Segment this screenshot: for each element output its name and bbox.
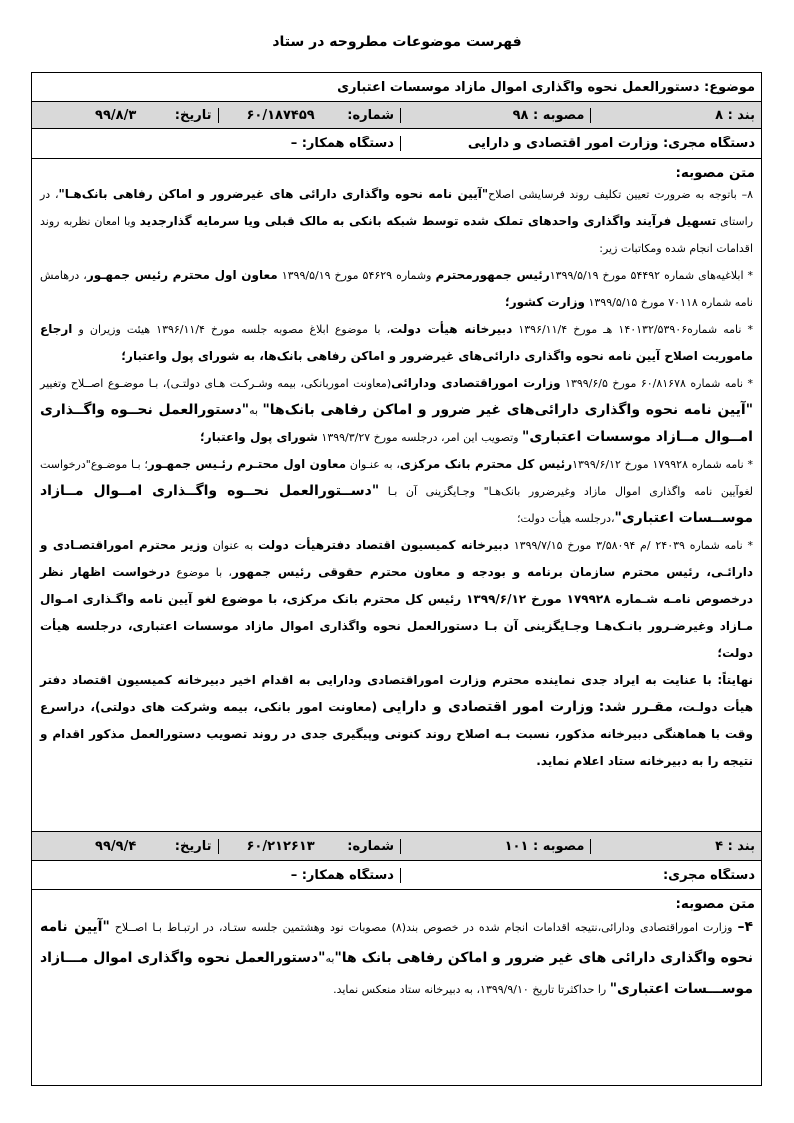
item2-letter-number-label: شماره: [347,838,394,854]
item2-meta-row [32,831,761,861]
commission-text: * نامه شماره ۲۴۰۳۹ /م ۳/۵۸۰۹۴ مورخ ۱۳۹۹/۷/۱۵ [513,539,754,552]
item1-agency-row [32,129,761,159]
intro-purpose: تسهیل فرآیند واگذاری واحدهای تملک شده توسط شبکه بانکی به مالک قبلی ویا سرمایه گذارجدید [139,214,717,228]
letter-number [219,108,402,123]
intro-text: ۸– باتوجه به ضرورت تعیین تکلیف روند فرسایشی اصلاح [488,188,754,201]
item2-agency-row [32,861,761,890]
item1-resolution-body [32,181,761,775]
item1-paragraph-secretariat [40,316,753,370]
item2-regulation-title: "آیین نامه نحوه واگذاری دارائی های غیر ضرور و اماکن رفاهی بانک ها" [40,919,753,966]
conclusion-resolved: مقـرر شد: [598,699,673,715]
secretariat-text-2: ، با موضوع ابلاغ مصوبه جلسه مورخ ۱۳۹۶/۱۱/۴ هیئت وزیران و [78,323,391,336]
item1-paragraph-economy-letter [40,370,753,451]
letter-date [32,108,218,123]
commission-secretariat: دبیرخانه کمیسیون اقتصاد دفترهیأت دولت [257,538,509,552]
money-credit-council: شورای پول واعتبار؛ [199,430,318,444]
subject-row [32,73,761,102]
commission-recipients: وزیر محترم اموراقتصـادی و دارائـی، رئیس محترم سازمان برنامه و بودجه و معاون محترم حقوقی رئیس جمهور [40,538,754,579]
intro-text-2: ، در راستای [40,188,754,228]
resolutions-table [31,72,762,1086]
item2-paragraph [40,912,753,1005]
item2-band-number: بند : ۴ [715,838,755,854]
item2-letter-date [32,839,218,854]
item2-partner-value: – [290,867,298,883]
item2-partner-agency [32,868,401,883]
economy-letter-text: * نامه شماره ۶۰/۸۱۶۷۸ مورخ ۱۳۹۹/۶/۵ [565,377,754,390]
item1-paragraph-commission [40,532,753,667]
commission-text-2: به عنوان [212,539,254,552]
letter-date-value: ۹۹/۸/۳ [95,107,137,123]
conclusion-ministry: وزارت امور اقتصادی و دارایی [382,699,594,715]
economy-letter-text-4: وتصویب این امر، درجلسه مورخ ۱۳۹۹/۳/۲۷ [321,431,519,444]
item2-letter-date-label: تاریخ: [174,838,212,854]
item2-number: ۴– [737,919,753,935]
central-bank-text: * نامه شماره ۱۷۹۹۲۸ مورخ ۱۳۹۹/۶/۱۲ [572,458,753,471]
resolution-text-heading: متن مصوبه: [675,165,755,181]
partner-value: – [290,136,298,151]
executor-agency [401,136,761,151]
intro-regulation-title: "آیین نامه نحوه واگذاری دارائی های غیرضرور و اماکن رفاهی بانک‌هـا" [58,187,489,201]
executor-value: وزارت امور اقتصادی و دارایی [467,136,659,151]
economy-ministry: وزارت اموراقتصادی ودارائی [391,376,561,390]
economy-letter-text-2: (معاونت اموربانکی، بیمه وشـرکـت هـای دولتـی)، بـا موضـوع اصــلاح وتغییر [40,377,392,390]
item2-section [32,831,761,1005]
approval-number: مصوبه : ۹۸ [401,108,591,123]
item1-paragraph-notices [40,262,753,316]
subject-cell [32,80,761,95]
page-title: فهرست موضوعات مطروحه در ستاد [272,34,522,50]
item2-text: وزارت اموراقتصادی ودارائی،نتیجه اقدامات انجام شده در خصوص بند(۸) مصوبات نود وهشتمین جلسه ستـاد، در ارتبـاط بـا اصــلاح [114,921,733,934]
item2-partner-label: دستگاه همکار: [301,867,394,883]
notices-text: * ابلاغیه‌های شماره ۵۴۴۹۲ مورخ ۱۳۹۹/۵/۱۹ [549,269,754,282]
central-bank-text-2: ، به عنـوان [349,458,400,471]
executor-label: دستگاه مجری: [662,136,755,151]
notices-first-vp: معاون اول محترم رئیس جمهـور [86,268,278,282]
secretariat-mission: ارجاع ماموریت اصلاح آیین نامه نحوه واگذاری دارائی‌های غیرضرور و اماکن رفاهی بانک‌ها، به شورای پول واعتبار؛ [40,322,753,363]
commission-text-3: ، با موضوع [176,566,232,579]
partner-label: دستگاه همکار: [301,136,394,151]
notices-text-3: ، درهامش نامه شماره ۷۰۱۱۸ مورخ ۱۳۹۹/۵/۱۵ [40,269,753,309]
item2-resolution-text-heading: متن مصوبه: [675,896,755,912]
item2-letter-number-value: ۶۰/۲۱۲۶۱۳ [246,838,315,854]
notices-text-2: وشماره ۵۴۶۲۹ مورخ ۱۳۹۹/۵/۱۹ [281,269,432,282]
central-bank-first-vp: معاون اول محتـرم رئـیس جمهـور [147,457,347,471]
item2-executor-label: دستگاه مجری: [662,867,755,883]
item2-letter-date-value: ۹۹/۹/۴ [95,838,137,854]
subject-label: موضوع: [704,79,755,95]
commission-request: درخواست اظهار نظر درخصوص نامـه شـماره ۱۷۹۹۲۸ مورخ ۱۳۹۹/۶/۱۲ رئیس کل محترم بانک مرکزی، با موضوع لغو آیین نامه واگـذاری امـوال مـازاد وغیرضـرور بانـک‌هـا وجـایگزینی آن بـا دستورالعمل نحوه واگذاری اموال مازاد موسسات اعتباری، درجلسه هیأت دولت؛ [40,565,753,660]
conclusion-text: نهایتاً: با عنایت به ایراد جدی نماینده محترم وزارت اموراقتصادی ودارایی به اقدام اخیر دبیرخانه کمیسیون اقتصاد دفتر هیأت دولـت، [40,673,754,714]
conclusion-directive: (معاونت امور بانکی، بیمه وشرکت های دولتی)، دراسرع وقت با هماهنگی دبیرخانه مذکور، نسبت بـه اصلاح روند کنونی وپیگیری جدی در روند تصویب دستورالعمل مذکور اقدام و نتیجه را به دبیرخانه ستاد اعلام نماید. [40,700,753,768]
central-bank-instruction-title: "دســتورالعمل نحــوه واگــذاری امــوال مــازاد موســسات اعتباری" [40,483,753,526]
notices-president: رئیس جمهورمحترم [435,268,550,282]
new-instruction-title: "دستورالعمل نحــوه واگــذاری امــوال مــازاد موسسات اعتباری" [40,402,753,445]
item1-paragraph-central-bank [40,451,753,532]
letter-date-label: تاریخ: [174,107,212,123]
subject-text: دستورالعمل نحوه واگذاری اموال مازاد موسسات اعتباری [337,79,700,95]
secretariat-text: * نامه شماره۱۴۰۱۳۲/۵۳۹۰۶ هـ مورخ ۱۳۹۶/۱۱/۴ [518,323,753,336]
old-regulation-title: "آیین نامه نحوه واگذاری دارائی‌های غیر ضرور و اماکن رفاهی بانک‌ها" [262,402,753,418]
item2-approval-number: مصوبه : ۱۰۱ [401,839,591,854]
item1-paragraph-intro [40,181,753,262]
letter-number-value: ۶۰/۱۸۷۴۵۹ [246,107,315,123]
central-bank-text-4: ،درجلسه هیأت دولت؛ [516,512,615,525]
item1-meta-row [32,102,761,129]
item2-executor-agency [401,868,761,883]
partner-agency [32,136,401,151]
item2-letter-number [219,839,402,854]
intro-text-3: وبا امعان نظربه روند اقدامات انجام شده ومکاتبات زیر: [40,215,753,255]
central-bank-text-3: ؛ بـا موضـوع"درخواست لغوآیین نامه واگذاری اموال مازاد وغیرضرور بانک‌هـا" وجـایگزینی آن بـا [40,458,754,498]
secretariat-cabinet: دبیرخانه هیأت دولت [390,322,513,336]
economy-letter-text-3: به [249,404,259,417]
item2-instruction-title: "دستورالعمل نحوه واگذاری اموال مـــازاد موســـسات اعتباری" [40,950,753,997]
item2-resolution-body [32,912,761,1005]
item1-paragraph-conclusion [40,667,753,775]
item2-text-2: به [325,952,335,965]
notices-interior-ministry: وزارت کشور؛ [504,295,585,309]
central-bank-governor: رئیس کل محترم بانک مرکزی [399,457,573,471]
band-number: بند : ۸ [715,107,755,123]
letter-number-label: شماره: [347,107,394,123]
item2-text-3: را حداکثرتا تاریخ ۱۳۹۹/۹/۱۰، به دبیرخانه ستاد منعکس نماید. [333,983,607,996]
